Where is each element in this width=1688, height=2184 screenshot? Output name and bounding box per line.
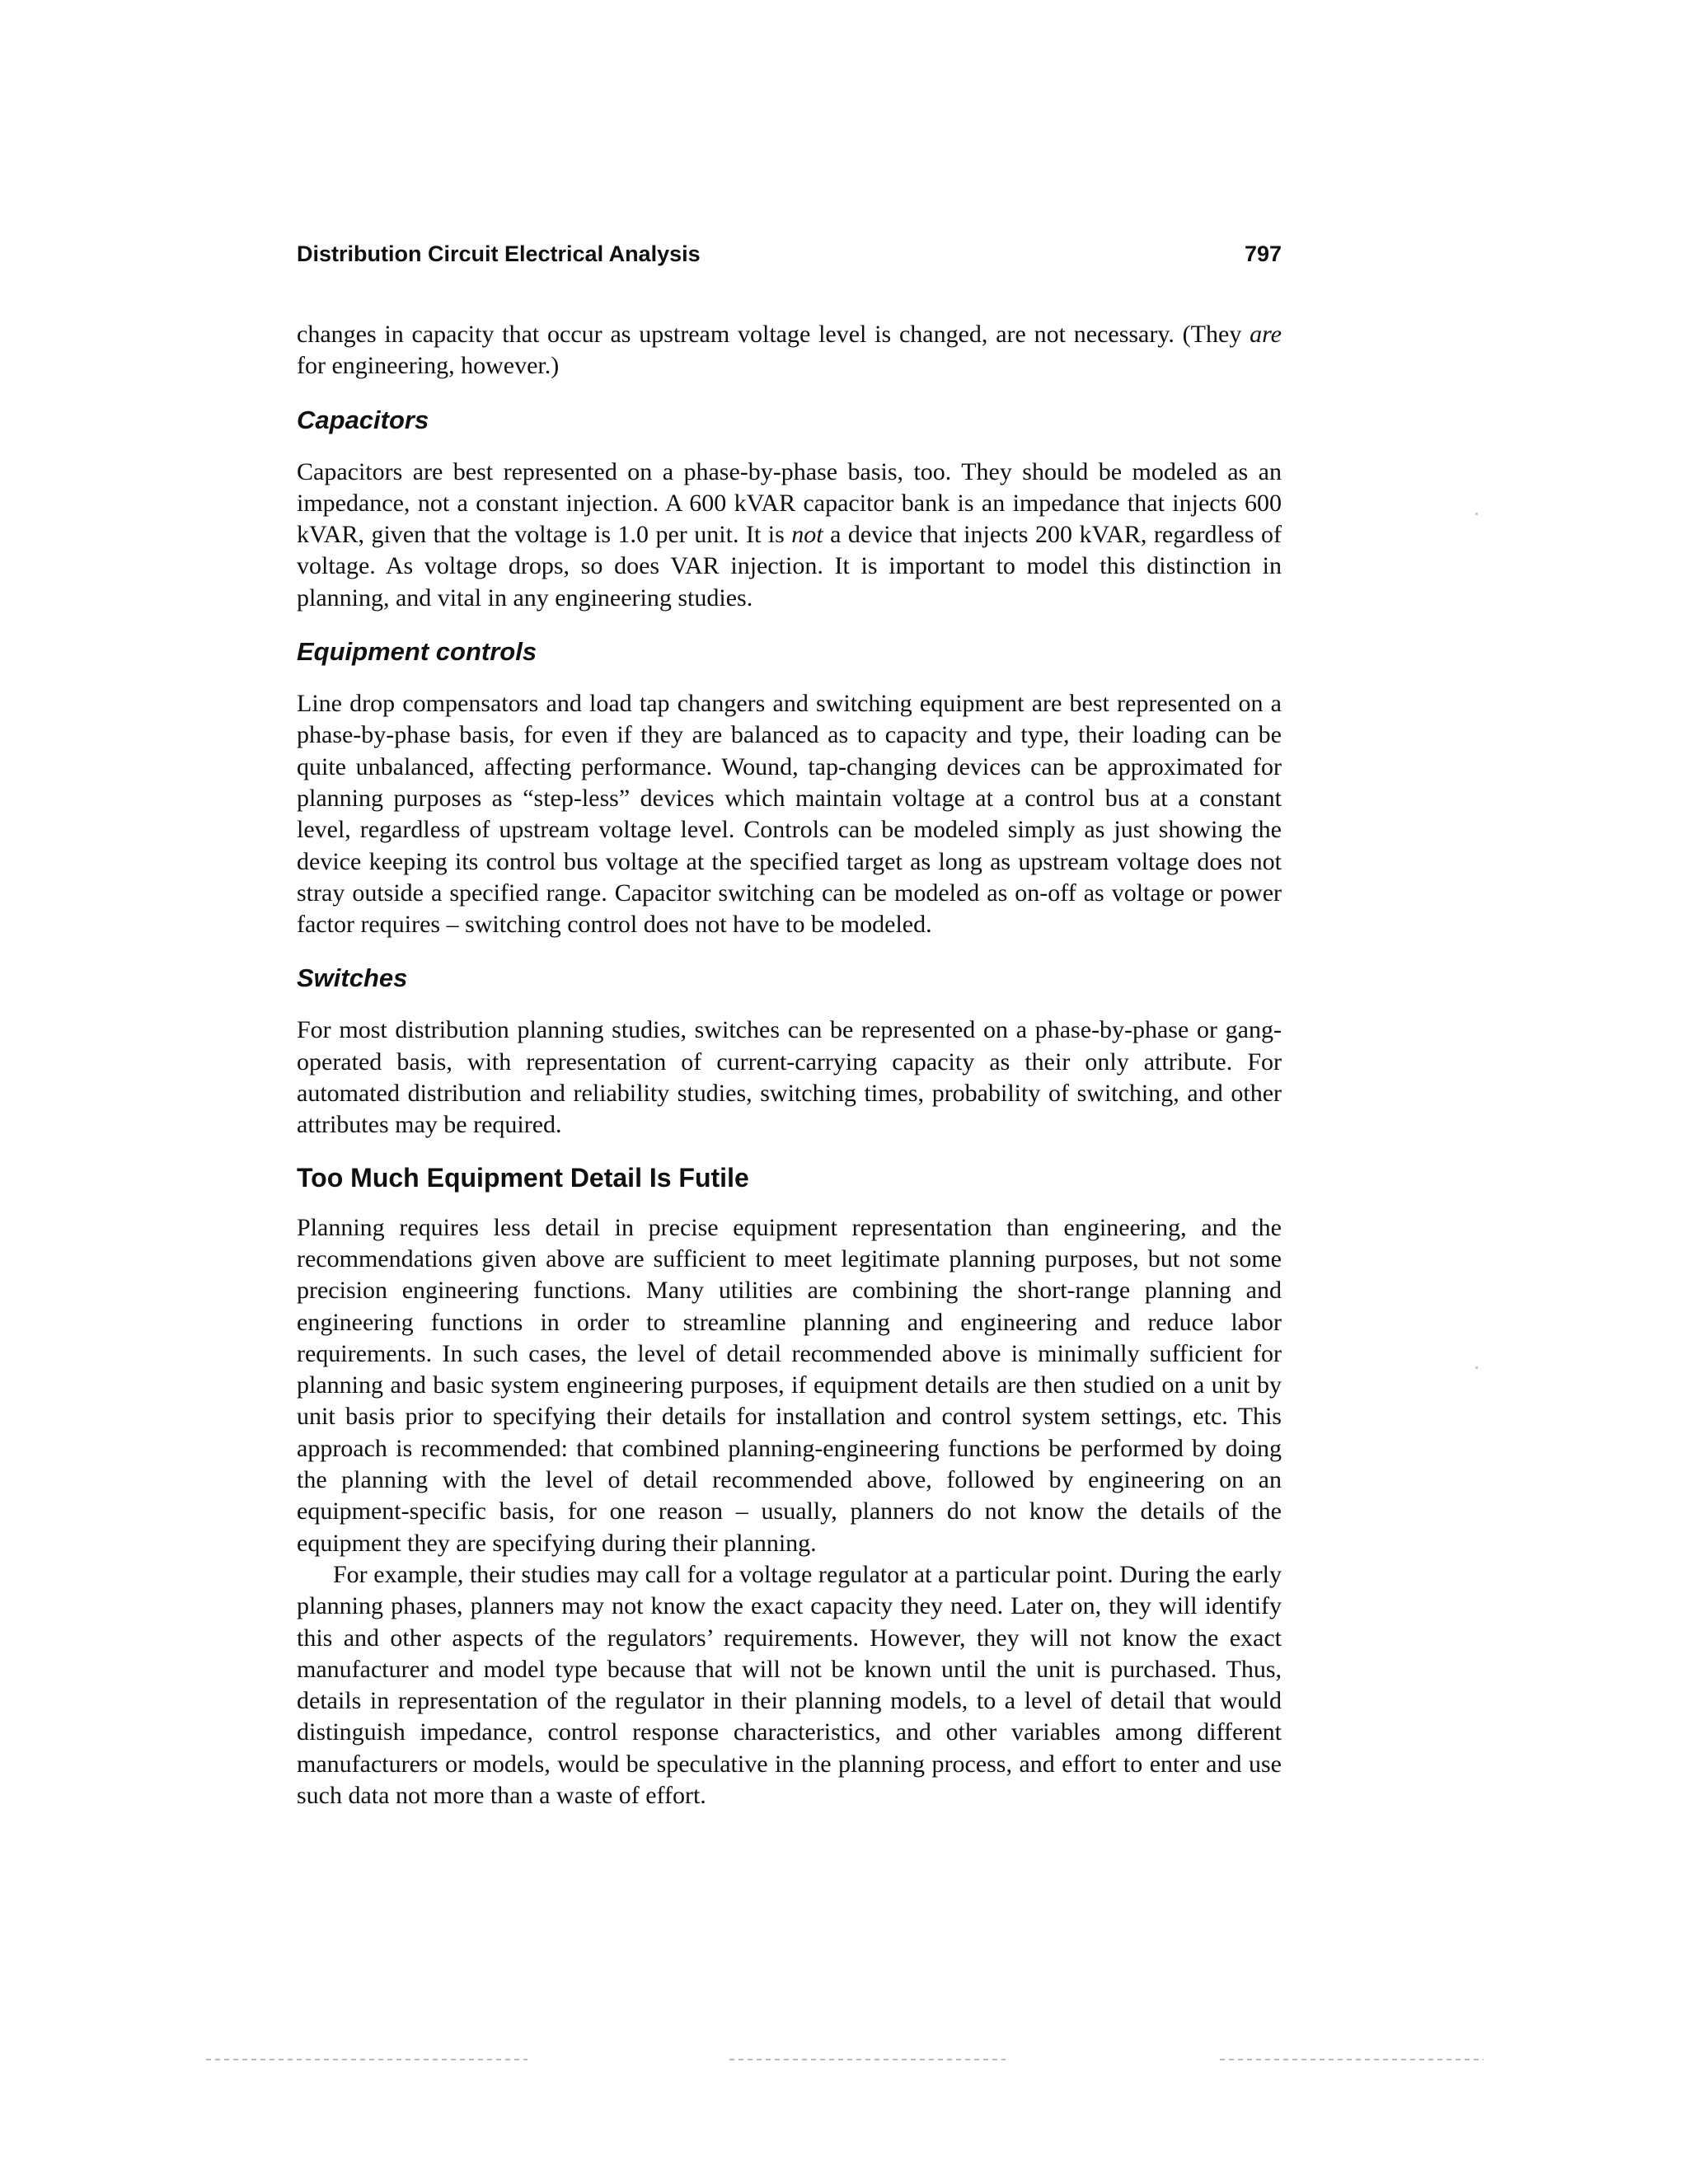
capacitors-heading: Capacitors [297, 405, 429, 434]
intro-paragraph [297, 319, 1282, 382]
body-text [297, 319, 1282, 1811]
running-header [297, 239, 1282, 269]
capacitors-text-1: Capacitors are best represented on a phase-by-phase basis, too. They should be modeled as an impedance, not a constant injection. A 600 kVAR capacitor bank is an impedance that injects 600 kVAR, given that the voltage is 1.0 per unit. It is [297, 457, 1282, 549]
scan-speck [1475, 513, 1478, 515]
equipment-controls-paragraph: Line drop compensators and load tap changers and switching equipment are best represented on a phase-by-phase basis, for even if they are balanced as to capacity and type, their loading can be quite unbalanced, affecting performance. Wound, tap-changing devices can be approximated for planning purposes as “step-less” devices which maintain voltage at a control bus at a constant level, regardless of upstream voltage level. Controls can be modeled simply as just showing the device keeping its control bus voltage at the specified target as long as upstream voltage does not stray outside a specified range. Capacitor switching can be modeled as on-off as voltage or power factor requires – switching control does not have to be modeled. [297, 690, 1282, 939]
capacitors-emphasis: not [791, 521, 823, 549]
switches-heading: Switches [297, 963, 408, 993]
too-much-detail-paragraph-2: For example, their studies may call for a voltage regulator at a particular point. During the early planning phases, planners may not know the exact capacity they need. Later on, they will identify this and other aspects of the regulators’ requirements. However, they will not know the exact manufacturer and model type because that will not be known until the unit is purchased. Thus, details in representation of the regulator in their planning models, to a level of detail that would distinguish impedance, control response characteristics, and other variables among different manufacturers or models, would be speculative in the planning process, and effort to enter and use such data not more than a waste of effort. [297, 1560, 1282, 1809]
capacitors-paragraph [297, 457, 1282, 614]
scan-speck [1475, 1366, 1478, 1369]
too-much-detail-heading: Too Much Equipment Detail Is Futile [297, 1162, 749, 1193]
running-header-title: Distribution Circuit Electrical Analysis [297, 241, 701, 266]
switches-paragraph: For most distribution planning studies, switches can be represented on a phase-by-phase or gang-operated basis, with representation of current-carrying capacity as their only attribute. For automated distribution and reliability studies, switching times, probability of switching, and other attributes may be required. [297, 1016, 1282, 1139]
intro-text-2: for engineering, however.) [297, 352, 560, 380]
intro-emphasis: are [1250, 321, 1282, 348]
intro-text-1: changes in capacity that occur as upstream voltage level is changed, are not necessary. (They [297, 321, 1250, 348]
capacitors-text-2: a device that injects 200 kVAR, regardless of voltage. As voltage drops, so does VAR injection. It is important to model this distinction in planning, and vital in any engineering studies. [297, 521, 1282, 612]
too-much-detail-paragraph-1: Planning requires less detail in precise equipment representation than engineering, and the recommendations given above are sufficient to meet legitimate planning purposes, but not some precision engineering functions. Many utilities are combining the short-range planning and engineering functions in order to streamline planning and engineering and reduce labor requirements. In such cases, the level of detail recommended above is minimally sufficient for planning and basic system engineering purposes, if equipment details are then studied on a unit by unit basis prior to specifying their details for installation and control system settings, etc. This approach is recommended: that combined planning-engineering functions be performed by doing the planning with the level of detail recommended above, followed by engineering on an equipment-specific basis, for one reason – usually, planners do not know the details of the equipment they are specifying during their planning. [297, 1213, 1282, 1557]
scan-edge-artifact-middle [729, 2059, 1006, 2060]
scan-edge-artifact-left [206, 2059, 528, 2060]
scan-edge-artifact-right [1220, 2059, 1484, 2060]
page-number: 797 [1244, 241, 1282, 266]
equipment-controls-heading: Equipment controls [297, 637, 537, 667]
